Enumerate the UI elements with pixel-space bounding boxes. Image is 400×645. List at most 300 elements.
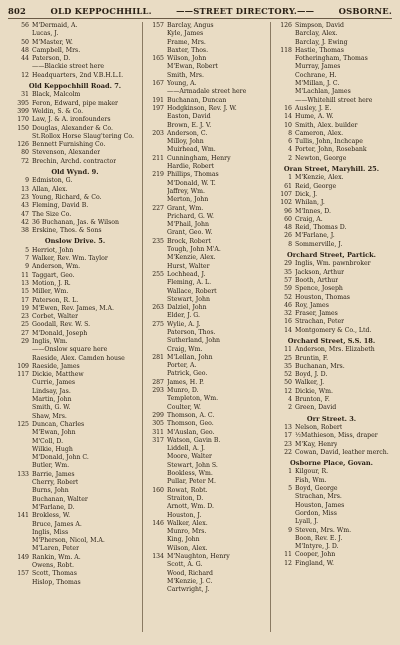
house-number [11,429,32,437]
house-number: 13 [21,279,29,287]
house-number [146,122,167,130]
directory-entry [274,424,389,432]
house-number: 1 [288,468,292,476]
house-number [146,462,167,470]
house-number [11,346,32,354]
directory-entry [146,404,267,412]
directory-entry [11,125,139,133]
directory-entry [11,194,139,202]
resident-name: Butler, Wm. [32,462,70,470]
house-number [11,379,32,387]
house-number: 197 [152,104,164,112]
resident-name: Fleming, A. L. [167,279,212,287]
directory-entry [146,30,267,38]
house-number: 281 [152,353,164,361]
resident-name: Dickie, Wm. [295,387,333,395]
house-number: 235 [152,237,164,245]
resident-name: Boyd, George [295,485,338,493]
directory-entry [274,449,389,457]
resident-name: Liddell, A. J. [167,445,205,453]
house-number: 57 [284,276,292,284]
directory-entry [146,487,267,495]
resident-name: M'Master, W. [32,38,73,46]
resident-name: M'Dermaid, A. [32,22,78,29]
house-number [11,529,32,537]
house-number [11,30,32,38]
column-2 [142,22,270,632]
directory-entry [11,388,139,396]
resident-name: Prichard, G. W. [167,212,214,220]
house-number [274,97,295,105]
house-number: 25 [21,321,29,329]
resident-name: Patrick, Geo. [167,370,208,378]
resident-name: Wilkie, Hugh [32,445,73,453]
resident-name: Craig, A. [295,215,323,223]
house-number [274,63,295,71]
directory-entry [146,561,267,569]
house-number: 56 [21,22,29,29]
resident-name: M'Millan, J. C. [295,80,340,88]
directory-entry [274,88,389,96]
resident-name: Frame, Mrs. [167,38,206,46]
house-number: 293 [152,387,164,395]
house-number [11,454,32,462]
directory-entry [146,138,267,146]
resident-name: Arnott, Wm. D. [167,503,214,511]
directory-entry [146,130,267,138]
resident-name: Dalziel, John [167,304,207,312]
resident-name: Walker, Rev. Wm. Taylor [32,255,108,263]
resident-name: M'Kenzie, J. C. [167,577,213,585]
directory-entry [146,47,267,55]
directory-entry [146,312,267,320]
resident-name: Scott, A. G. [167,561,203,569]
directory-entry [274,510,389,518]
resident-name: The Size Co. [32,210,72,218]
resident-name: Montgomery & Co., Ltd. [295,326,372,334]
directory-entry [274,477,389,485]
resident-name: Headquarters, 2nd V.B.H.L.I. [32,71,124,79]
house-number [11,496,32,504]
house-number: 126 [280,22,292,29]
resident-name: Jaffrey, Wm. [167,187,205,195]
house-number [146,146,167,154]
house-number [146,39,167,47]
directory-entry [11,338,139,346]
resident-name: Brown, E. J. V. [167,121,212,129]
resident-name: Cartwright, J. [167,586,210,594]
directory-entry [146,88,267,96]
resident-name: Buchanan, Mrs. [295,362,345,370]
street-heading: Osborne Place, Govan. [290,459,373,468]
house-number [146,512,167,520]
directory-entry [146,163,267,171]
house-number: 165 [152,55,164,63]
header-left-street: OLD KEPPOCHHILL. [50,6,152,16]
house-number: 72 [21,157,29,165]
resident-name: Steven, Mrs. Wm. [295,526,352,534]
house-number [11,479,32,487]
resident-name: Buchanan, Walter [32,495,88,503]
directory-entry [11,39,139,47]
resident-name: ——Blackie street here [32,63,105,71]
directory-entry [146,362,267,370]
house-number: 9 [25,263,29,271]
house-number [11,562,32,570]
directory-entry [146,63,267,71]
directory-entry [274,232,389,240]
directory-entry [274,355,389,363]
house-number: 317 [152,436,164,444]
house-number: 211 [152,154,164,162]
house-number: 5 [25,246,29,254]
directory-entry [146,453,267,461]
resident-name: Wood, Richard [167,569,213,577]
resident-name: Wylie, A. J. [167,320,201,328]
directory-entry [146,213,267,221]
directory-entry [274,269,389,277]
resident-name: Templeton, Wm. [167,395,219,403]
house-number: 5 [288,485,292,493]
directory-entry [11,280,139,288]
directory-entry [274,105,389,113]
house-number: 46 [284,301,292,309]
directory-entry [274,138,389,146]
directory-entry [274,441,389,449]
resident-name: Walker, J. [295,379,325,387]
directory-entry [274,241,389,249]
resident-name: Reid, George [295,182,337,190]
resident-name: Munro, D. [167,387,199,395]
house-number [146,221,167,229]
house-number: 2 [288,154,292,162]
directory-entry [274,47,389,55]
directory-entry [11,421,139,429]
house-number: 12 [284,387,292,395]
directory-entry [11,247,139,255]
house-number: 2 [288,404,292,412]
house-number: 134 [152,553,164,560]
house-number: 60 [284,215,292,223]
resident-name: Watson, Gavin B. [167,436,221,444]
resident-name: Porter, A. [167,362,197,370]
directory-entry [146,503,267,511]
resident-name: Nelson, Robert [295,423,343,431]
house-number: 102 [280,199,292,207]
directory-entry [11,202,139,210]
directory-entry [11,404,139,412]
directory-entry [11,396,139,404]
resident-name: Dickie, Matthew [32,371,84,379]
house-number: 61 [284,182,292,190]
house-number: 157 [152,22,164,29]
directory-entry [146,395,267,403]
resident-name: Currie, James [32,379,76,387]
house-number [11,537,32,545]
resident-name: Green, David [295,404,337,412]
house-number [11,133,32,141]
directory-entry [274,277,389,285]
house-number [11,413,32,421]
resident-name: M'Donald, John C. [32,454,89,462]
house-number: 48 [21,46,29,54]
resident-name: ——Onslow square here [32,346,108,354]
house-number: 150 [17,124,29,132]
resident-name: Smith, G. W. [32,404,71,412]
resident-name: M'Lellan, John [167,353,213,361]
resident-name: Wilson, Alex. [167,544,208,552]
house-number: 22 [284,448,292,456]
resident-name: Easton, David [167,113,211,121]
resident-name: Fotheringham, Thomas [295,55,368,63]
resident-name: Herriot, John [32,246,74,254]
resident-name: Thomson, Geo. [167,420,214,428]
resident-name: Young, A. [167,80,197,88]
house-number [146,495,167,503]
house-number: 146 [152,519,164,527]
directory-entry [146,495,267,503]
resident-name: Law, J. & A. ironfounders [32,116,111,124]
directory-entry [274,302,389,310]
house-number: 12 [21,71,29,79]
resident-name: Wallace, Robert [167,287,217,295]
directory-entry [146,113,267,121]
house-number: 305 [152,420,164,428]
house-number: 9 [25,177,29,185]
resident-name: St.Rollox Horse Slaug'tering Co. [32,132,134,140]
directory-entry [146,122,267,130]
house-number: 149 [17,553,29,561]
directory-entry [11,100,139,108]
directory-entry [274,432,389,440]
house-number [274,55,295,63]
house-number: 13 [284,423,292,431]
house-number [146,404,167,412]
directory-entry [146,296,267,304]
house-number [274,30,295,38]
resident-name: Hislop, Thomas [32,578,81,586]
house-number [146,163,167,171]
directory-entry [146,512,267,520]
resident-name: Hume, A. W. [295,113,334,121]
directory-entry [274,22,389,30]
resident-name: Grant, Wm. [167,204,204,212]
house-number: 118 [280,46,292,54]
directory-entry [274,502,389,510]
house-number: 299 [152,411,164,419]
directory-entry [146,188,267,196]
house-number [146,561,167,569]
resident-name: Stewart, John [167,295,210,303]
directory-entry [11,438,139,446]
house-number [274,493,295,501]
directory-entry [11,429,139,437]
resident-name: Paterson, R. L. [32,296,79,304]
resident-name: Sommerville, J. [295,240,343,248]
resident-name: Straiton, D. [167,494,204,502]
directory-entry [146,229,267,237]
directory-entry [146,346,267,354]
directory-entry [274,80,389,88]
house-number [274,510,295,518]
house-number [11,404,32,412]
directory-entry [146,412,267,420]
house-number [11,355,32,363]
resident-name: Houston, Thomas [295,293,350,301]
directory-entry [274,39,389,47]
resident-name: M'Laren, Peter [32,545,80,553]
resident-name: Roy, James [295,301,329,309]
house-number: 203 [152,129,164,137]
house-number: 42 [21,218,29,226]
directory-entry [11,313,139,321]
house-number: 141 [17,512,29,520]
house-number [146,329,167,337]
house-number: 50 [21,38,29,46]
resident-name: Porter, John, Rosebank [295,146,367,154]
resident-name: Fleming, David B. [32,202,89,210]
directory-entry [274,30,389,38]
resident-name: Craig, Wm. [167,345,203,353]
directory-entry [11,371,139,379]
house-number: 395 [17,99,29,107]
directory-entry [146,470,267,478]
directory-entry [274,174,389,182]
directory-entry [11,227,139,235]
directory-entry [146,354,267,362]
resident-name: Boyd, J. D. [295,371,328,379]
house-number [146,246,167,254]
resident-name: Duncan, Charles [32,420,85,428]
street-heading: Orchard Street, S.S. 18. [287,336,376,345]
resident-name: ——Armadale street here [167,88,247,96]
directory-entry [274,97,389,105]
house-number [146,138,167,146]
resident-name: Wilson, John [167,55,207,63]
directory-entry [146,171,267,179]
directory-entry [274,543,389,551]
resident-name: M'Kenzie, Alex. [295,174,344,182]
resident-name: Scott, Thomas [32,570,77,578]
house-number [146,296,167,304]
column-3 [270,22,392,632]
house-number [146,180,167,188]
directory-entry [11,545,139,553]
directory-entry [11,305,139,313]
resident-name: Dick, J. [295,190,318,198]
house-number [146,528,167,536]
resident-name: Edmiston, G. [32,177,73,185]
resident-name: Lucas, J. [32,30,59,38]
resident-name: Bruce, James A. [32,520,82,528]
resident-name: Brock, Robert [167,237,211,245]
house-number [146,445,167,453]
house-number: 7 [25,255,29,263]
directory-entry [274,404,389,412]
resident-name: Inglis, Wm. pawnbroker [295,260,371,268]
house-number: 15 [21,288,29,296]
resident-name: Barrie, James [32,470,75,478]
resident-name: Stewart, John S. [167,461,218,469]
directory-columns [8,22,392,632]
directory-entry [146,420,267,428]
directory-entry [11,47,139,55]
resident-name: Rankin, Wm. A. [32,553,81,561]
house-number: 80 [21,149,29,157]
street-heading: Oran Street, Maryhill. 25. [283,165,380,174]
directory-entry [11,255,139,263]
house-number: 52 [284,293,292,301]
house-number [146,288,167,296]
house-number: 167 [152,80,164,88]
house-number: 35 [284,268,292,276]
resident-name: Sutherland, John [167,337,221,345]
resident-name: 36 Buchanan, Jas. & Wilson [32,218,119,226]
house-number [146,312,167,320]
directory-entry [146,254,267,262]
house-number [146,63,167,71]
directory-entry [146,528,267,536]
house-number: 48 [284,224,292,232]
directory-entry [11,177,139,185]
resident-name: Cochrane, H. [295,71,337,79]
resident-name: Burns, John [32,487,69,495]
resident-name: Tullis, John, Inchcape [295,138,363,146]
directory-entry [146,263,267,271]
directory-entry [146,545,267,553]
resident-name: Cherry, Robert [32,479,79,487]
house-number: 263 [152,304,164,312]
house-number: 275 [152,320,164,328]
directory-entry [274,493,389,501]
directory-entry [11,363,139,371]
directory-entry [146,553,267,561]
house-number [11,396,32,404]
house-number [274,72,295,80]
resident-name: Brokless, W. [32,512,71,520]
house-number [274,477,295,485]
house-number [146,229,167,237]
resident-name: Cunningham, Henry [167,154,231,162]
house-number: 160 [152,486,164,494]
resident-name: Lindsay, Jas. [32,387,71,395]
resident-name: Bookless, Wm. [167,470,213,478]
resident-name: Cooper, John [295,551,336,559]
directory-entry [146,105,267,113]
house-number [274,88,295,96]
directory-entry [274,363,389,371]
resident-name: Inglis, Miss [32,528,69,536]
resident-name: M'Ewan, John [32,429,76,437]
house-number [11,521,32,529]
directory-entry [146,238,267,246]
house-number [146,263,167,271]
directory-entry [11,554,139,562]
resident-name: Douglas, Alexander & Co. [32,124,114,132]
directory-entry [11,133,139,141]
directory-entry [146,80,267,88]
directory-entry [146,97,267,105]
house-number [146,570,167,578]
directory-entry [274,155,389,163]
directory-entry [11,263,139,271]
house-number [146,536,167,544]
house-number [146,346,167,354]
house-number [146,72,167,80]
house-number: 11 [284,346,292,354]
directory-entry [11,288,139,296]
house-number: 12 [284,559,292,567]
